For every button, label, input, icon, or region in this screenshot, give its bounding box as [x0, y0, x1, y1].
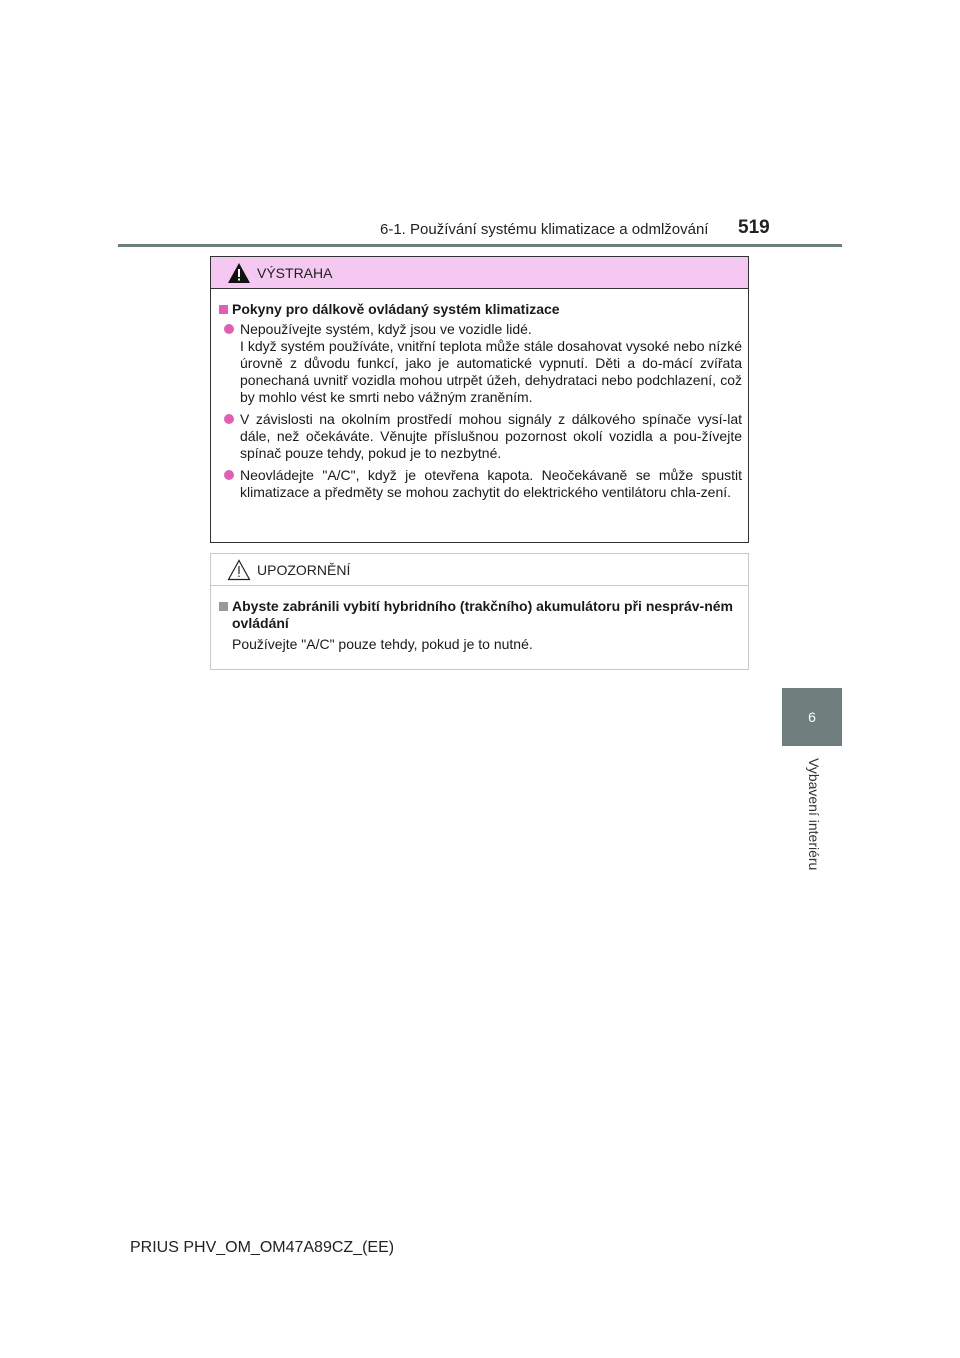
warning-header — [211, 257, 748, 289]
header-rule — [118, 244, 842, 247]
round-bullet-icon — [224, 324, 234, 334]
warning-box — [210, 256, 749, 543]
list-item-text: Nepoužívejte systém, když jsou ve vozidle lidé. I když systém používáte, vnitřní teplota může stále dosahovat vysoké nebo nízké úrovně z důvodu funkcí, jako je automatické vypnutí. Děti a do-mácí zvířata ponechaná uvnitř vozidla mohou utrpět úžeh, dehydrataci nebo podchlazení, což by mohlo vést ke smrti nebo vážným zraněním. — [240, 321, 742, 405]
list-item — [219, 411, 742, 462]
caution-box — [210, 553, 749, 670]
square-bullet-icon — [219, 602, 228, 611]
document-code: PRIUS PHV_OM_OM47A89CZ_(EE) — [130, 1239, 395, 1256]
page-number: 519 — [738, 217, 770, 238]
warning-section-heading-text: Pokyny pro dálkově ovládaný systém klimatizace — [232, 301, 560, 317]
list-item-text: V závislosti na okolním prostředí mohou signály z dálkového spínače vysí-lat dále, než očekáváte. Věnujte příslušnou pozornost okolí vozidla a pou-žívejte spínač pouze tehdy, pokud je to nezbytné. — [240, 411, 742, 461]
list-item — [219, 467, 742, 501]
caution-triangle-icon — [227, 559, 251, 581]
header-section-title: 6-1. Používání systému klimatizace a odmlžování — [380, 221, 709, 238]
warning-triangle-icon — [227, 262, 251, 284]
chapter-title: Vybavení interiéru — [806, 758, 822, 871]
warning-title: VÝSTRAHA — [257, 264, 333, 281]
caution-section-heading — [219, 598, 742, 632]
round-bullet-icon — [224, 414, 234, 424]
caution-text: Používejte "A/C" pouze tehdy, pokud je to nutné. — [232, 636, 533, 652]
square-bullet-icon — [219, 305, 228, 314]
round-bullet-icon — [224, 470, 234, 480]
list-item-text: Neovládejte "A/C", když je otevřena kapota. Neočekávaně se může spustit klimatizace a předměty se mohou zachytit do elektrického ventilátoru chla-zení. — [240, 467, 742, 500]
chapter-number: 6 — [808, 709, 816, 725]
caution-header — [211, 554, 748, 586]
list-item — [219, 321, 742, 406]
warning-section-heading — [219, 301, 742, 318]
caution-title: UPOZORNĚNÍ — [257, 561, 351, 578]
caution-section-heading-text: Abyste zabránili vybití hybridního (trakčního) akumulátoru při nespráv-ném ovládání — [232, 598, 733, 631]
chapter-tab — [782, 688, 842, 746]
